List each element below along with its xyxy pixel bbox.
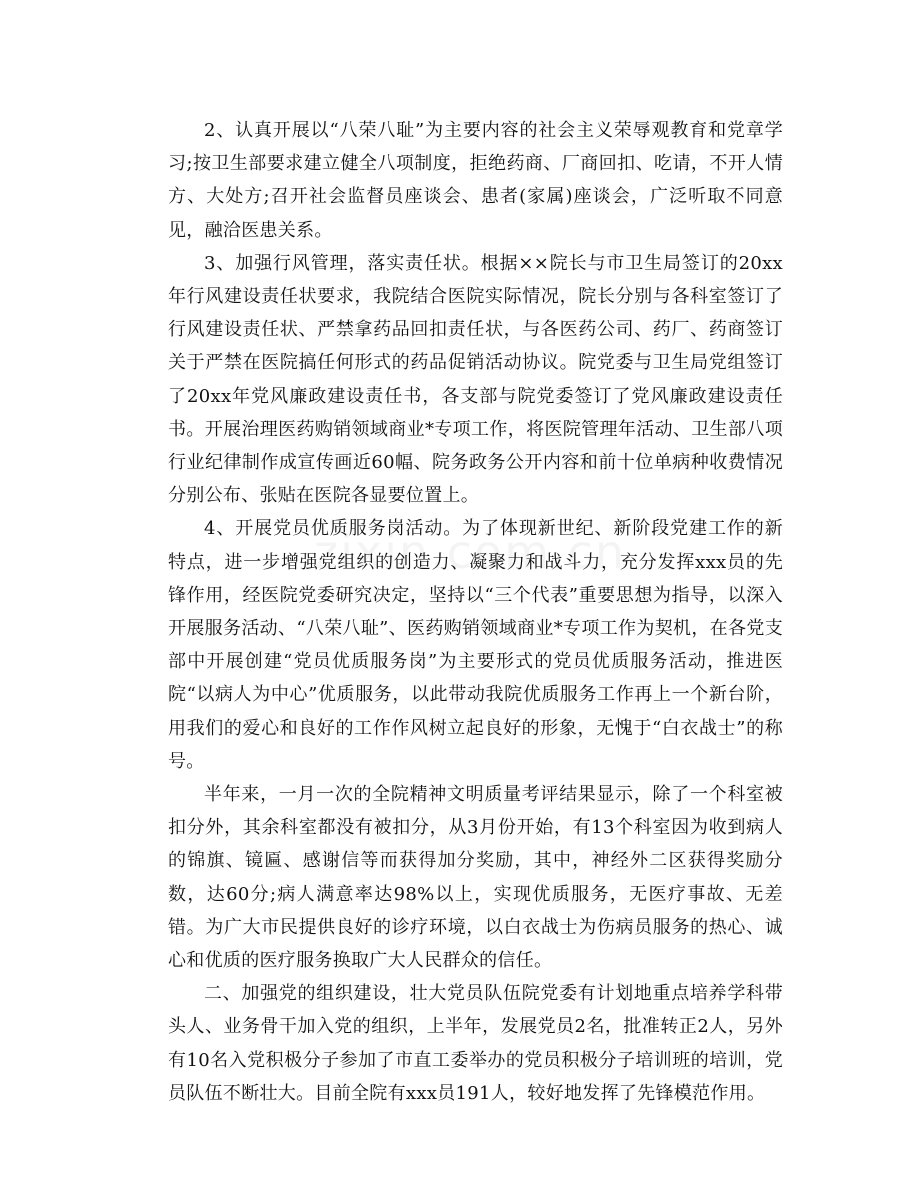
- paragraph-item-4: 4、开展党员优质服务岗活动。为了体现新世纪、新阶段党建工作的新特点，进一步增强党组织的创造力、凝聚力和战斗力，充分发挥xxx员的先锋作用，经医院党委研究决定，坚持以“三个代表”重要思想为指导，以深入开展服务活动、“八荣八耻”、医药购销领域商业*专项工作为契机，在各党支部中开展创建“党员优质服务岗”为主要形式的党员优质服务活动，推进医院“以病人为中心”优质服务，以此带动我院优质服务工作再上一个新台阶，用我们的爱心和良好的工作作风树立起良好的形象，无愧于“白衣战士”的称号。: [168, 518, 783, 772]
- paragraph-item-3: 3、加强行风管理，落实责任状。根据××院长与市卫生局签订的20xx年行风建设责任状要求，我院结合医院实际情况，院长分别与各科室签订了行风建设责任状、严禁拿药品回扣责任状，与各医药公司、药厂、药商签订关于严禁在医院搞任何形式的药品促销活动协议。院党委与卫生局党组签订了20xx年党风廉政建设责任书，各支部与院党委签订了党风廉政建设责任书。开展治理医药购销领域商业*专项工作，将医院管理年活动、卫生部八项行业纪律制作成宣传画近60幅、院务政务公开内容和前十位单病种收费情况分别公布、张贴在医院各显要位置上。: [168, 252, 783, 507]
- paragraph-half-year: 半年来，一月一次的全院精神文明质量考评结果显示，除了一个科室被扣分外，其余科室都没有被扣分，从3月份开始，有13个科室因为收到病人的锦旗、镜匾、感谢信等而获得加分奖励，其中，神经外二区获得奖励分数，达60分;病人满意率达98%以上，实现优质服务，无医疗事故、无差错。为广大市民提供良好的诊疗环境，以白衣战士为伤病员服务的热心、诚心和优质的医疗服务换取广大人民群众的信任。: [168, 784, 783, 972]
- document-body: [168, 114, 783, 1110]
- paragraph-item-2: 2、认真开展以“八荣八耻”为主要内容的社会主义荣辱观教育和党章学习;按卫生部要求建立健全八项制度，拒绝药商、厂商回扣、吃请，不开人情方、大处方;召开社会监督员座谈会、患者(家属)座谈会，广泛听取不同意见，融洽医患关系。: [168, 120, 783, 241]
- paragraph-section-two: 二、加强党的组织建设，壮大党员队伍院党委有计划地重点培养学科带头人、业务骨干加入党的组织，上半年，发展党员2名，批准转正2人，另外有10名入党积极分子参加了市直工委举办的党员积极分子培训班的培训，党员队伍不断壮大。目前全院有xxx员191人，较好地发挥了先锋模范作用。: [168, 983, 783, 1104]
